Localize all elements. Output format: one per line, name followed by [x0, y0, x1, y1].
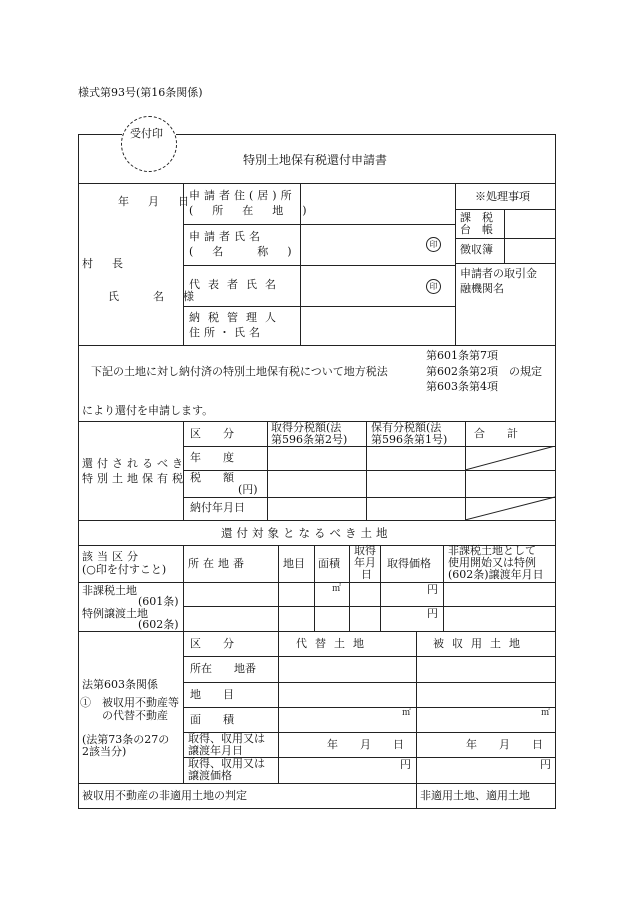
art603-item-1-2: の代替不動産 [80, 709, 168, 722]
form-number: 様式第93号(第16条関係) [78, 86, 203, 99]
col-acq-date: 取得 [354, 544, 376, 557]
judgement-value: 非適用土地、適用土地 [420, 789, 530, 802]
applicant-name-sub: ( 名 称 ) [189, 245, 296, 258]
art603-unit-yen: 円 [540, 758, 551, 771]
frame-left [78, 134, 79, 809]
art603-unit-yen: 円 [400, 758, 411, 771]
art603-item-1: ① 被収用不動産等 [80, 696, 179, 709]
collection-book-label: 徴収簿 [460, 243, 493, 256]
row-year: 年 度 [190, 451, 234, 464]
tax-manager-sub: 住所・氏名 [189, 326, 264, 339]
statement-suffix: の規定 [509, 365, 542, 378]
row-nontax-land: 非課税土地 [82, 584, 137, 597]
addressee-name: 氏 名 様 [108, 290, 198, 303]
row-tax-unit: (円) [238, 483, 258, 496]
reception-stamp-label: 受付印 [130, 127, 163, 140]
col-expropriated-land: 被収用土地 [433, 637, 528, 650]
article-601: 第601条第7項 [426, 349, 498, 362]
bank-label: 申請者の取引金 [460, 267, 537, 280]
applicant-address-label: 申請者住(居)所 [189, 189, 296, 202]
expropriated-date: 年 月 日 [466, 738, 543, 751]
col-substitute-land: 代替土地 [296, 637, 372, 650]
representative-label: 代表者氏名 [189, 278, 284, 291]
col-total: 合 計 [474, 427, 518, 440]
col-nontax-date: 非課税土地として [448, 544, 536, 557]
art603-unit-area: ㎡ [402, 708, 412, 718]
art603-label: 法第603条関係 [82, 678, 158, 691]
art603-row-location: 所在 地番 [190, 662, 256, 675]
refund-row-label-2: 特別土地保有税 [82, 472, 187, 485]
substitute-date: 年 月 日 [327, 738, 404, 751]
reception-stamp-circle [121, 116, 177, 172]
art603-row-chimoku: 地 目 [190, 688, 234, 701]
seal-mark: 印 [426, 237, 441, 252]
unit-area: ㎡ [332, 584, 342, 594]
col-acquisition-tax-2: 第596条第2号) [271, 433, 348, 446]
art603-ref: (法第73条の27の [82, 733, 170, 746]
row-tax: 税 額 [190, 471, 234, 484]
row-nontax-land-article: (601条) [138, 595, 179, 608]
page-title: 特別土地保有税還付申請書 [243, 153, 388, 167]
art603-row-price: 取得、収用又は [188, 757, 265, 770]
row-special-land: 特例譲渡土地 [82, 607, 148, 620]
total-diagonal-lines [465, 446, 556, 520]
village-head-label: 村 長 [82, 257, 127, 270]
row-special-land-article: (602条) [138, 618, 179, 631]
art603-row-date: 取得、収用又は [188, 732, 265, 745]
col-category: 該当区分 [82, 550, 142, 563]
col-holding-tax: 保有分税額(法 [371, 421, 442, 434]
land-section-title: 還付対象となるべき土地 [221, 526, 392, 540]
col-chimoku: 地目 [283, 557, 305, 570]
art603-row-date-2: 譲渡年月日 [188, 744, 243, 757]
tax-ledger-label-2: 台 帳 [460, 223, 493, 236]
tax-ledger-label: 課 税 [460, 211, 493, 224]
art603-ref-2: 2該当分) [82, 745, 127, 758]
unit-yen: 円 [427, 583, 438, 596]
art603-row-price-2: 譲渡価格 [188, 769, 232, 782]
statement-line2: により還付を申請します。 [82, 404, 214, 417]
art603-unit-area: ㎡ [541, 708, 551, 718]
seal-mark: 印 [426, 279, 441, 294]
row-paid-date: 納付年月日 [190, 501, 245, 514]
art603-row-area: 面 積 [190, 713, 234, 726]
col-kubun: 区 分 [190, 427, 234, 440]
processing-label: ※処理事項 [475, 190, 530, 203]
art603-col-kubun: 区 分 [190, 637, 234, 650]
bank-label-2: 融機関名 [460, 282, 504, 295]
tax-manager-label: 納税管理人 [189, 311, 284, 324]
frame-bottom [78, 808, 556, 809]
col-nontax-date-2: 使用開始又は特例 [448, 556, 536, 569]
date-field: 年 月 日 [118, 195, 193, 208]
applicant-address-sub: ( 所 在 地 ) [189, 204, 311, 217]
col-area: 面積 [318, 557, 340, 570]
col-acq-date-2: 年月 [354, 556, 376, 569]
article-603: 第603条第4項 [426, 380, 498, 393]
col-category-note: (○印を付すこと) [82, 563, 167, 576]
col-acq-date-3: 日 [361, 568, 372, 581]
judgement-label: 被収用不動産の非適用土地の判定 [82, 789, 247, 802]
applicant-name-label: 申請者氏名 [189, 230, 264, 243]
col-nontax-date-3: (602条)譲渡年月日 [448, 568, 544, 581]
statement-line1: 下記の土地に対し納付済の特別土地保有税について地方税法 [91, 365, 388, 378]
article-602: 第602条第2項 [426, 365, 498, 378]
unit-yen: 円 [427, 607, 438, 620]
refund-row-label: 還付されるべき [82, 457, 187, 470]
col-acquisition-tax: 取得分税額(法 [271, 421, 342, 434]
col-price: 取得価格 [387, 557, 431, 570]
col-location: 所在地番 [188, 557, 248, 570]
col-holding-tax-2: 第596条第1号) [371, 433, 448, 446]
